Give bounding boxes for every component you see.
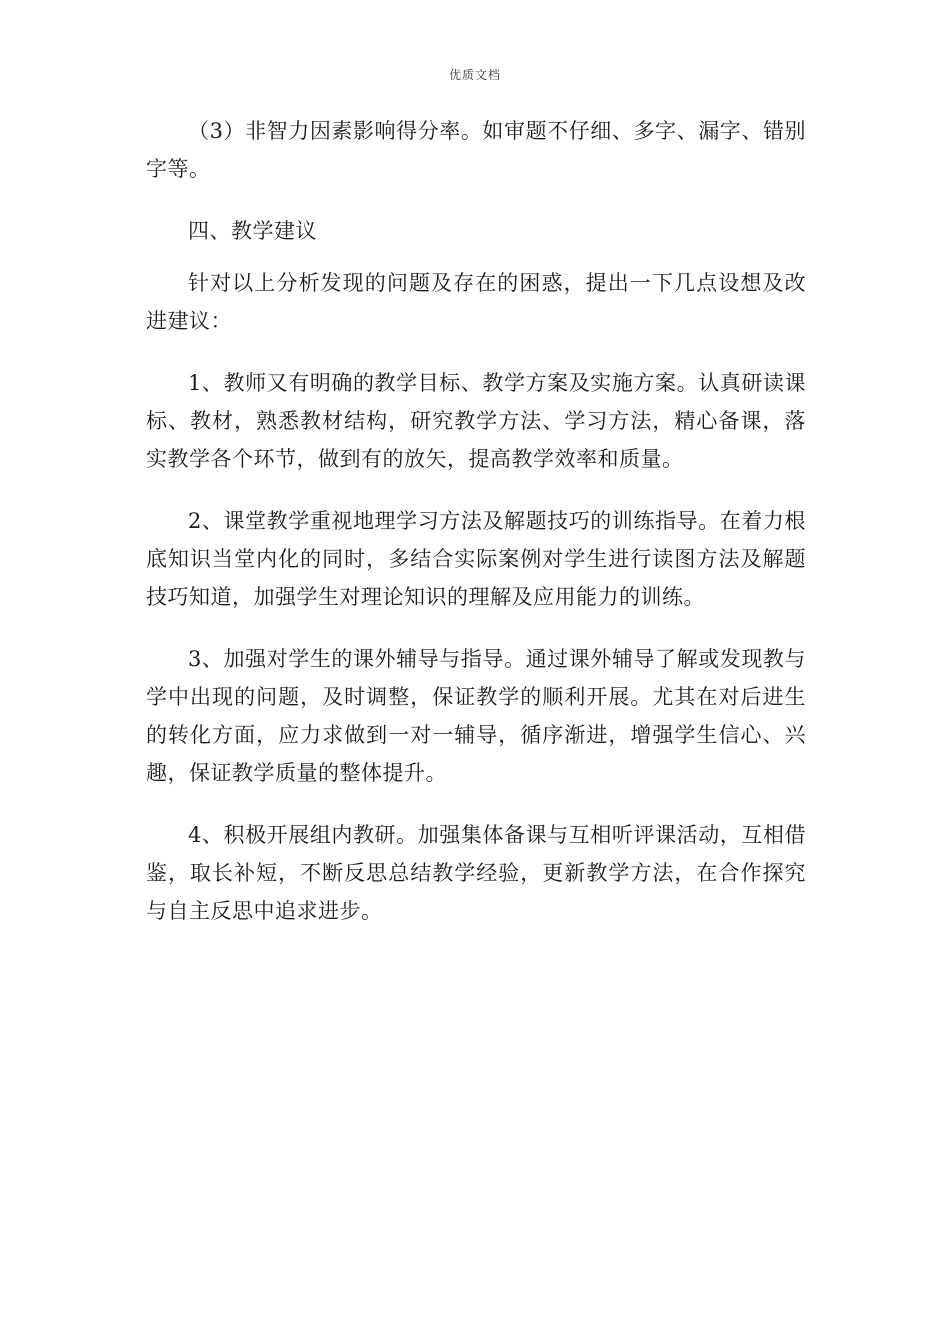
paragraph-suggestion-1: 1、教师又有明确的教学目标、教学方案及实施方案。认真研读课标、教材，熟悉教材结构，研究教学方法、学习方法，精心备课，落实教学各个环节，做到有的放矢，提高教学效率和质量。 — [146, 371, 806, 471]
paragraph-non-intellectual-factors: （3）非智力因素影响得分率。如审题不仔细、多字、漏字、错别字等。 — [146, 119, 806, 181]
page-header: 优质文档 — [448, 68, 501, 82]
section-heading-teaching-suggestions: 四、教学建议 — [188, 219, 317, 243]
paragraph-suggestion-4: 4、积极开展组内教研。加强集体备课与互相听评课活动，互相借鉴，取长补短，不断反思总结教学经验，更新教学方法，在合作探究与自主反思中追求进步。 — [146, 823, 806, 923]
paragraph-suggestion-3: 3、加强对学生的课外辅导与指导。通过课外辅导了解或发现教与学中出现的问题，及时调整，保证教学的顺利开展。尤其在对后进生的转化方面，应力求做到一对一辅导，循序渐进，增强学生信心、兴趣，保证教学质量的整体提升。 — [146, 647, 806, 785]
paragraph-intro-suggestions: 针对以上分析发现的问题及存在的困惑，提出一下几点设想及改进建议： — [146, 271, 806, 333]
document-body — [146, 112, 806, 954]
paragraph-suggestion-2: 2、课堂教学重视地理学习方法及解题技巧的训练指导。在着力根底知识当堂内化的同时，多结合实际案例对学生进行读图方法及解题技巧知道，加强学生对理论知识的理解及应用能力的训练。 — [146, 509, 806, 609]
